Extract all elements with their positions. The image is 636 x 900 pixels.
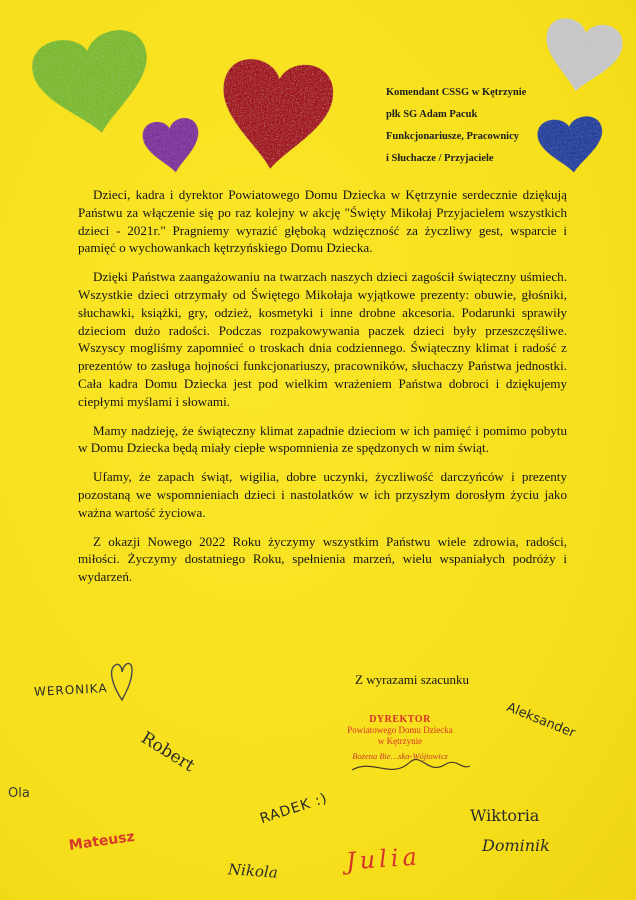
signature-mateusz: Mateusz <box>68 828 136 854</box>
purple-heart-icon <box>141 116 204 176</box>
paragraph: Dzieci, kadra i dyrektor Powiatowego Domu Dziecka w Kętrzynie serdecznie dziękują Państwu za włączenie się po raz kolejny w akcję "Święty Mikołaj Przyjacielem wszystkich dzieci - 2021r." Pragniemy wyrazić głęboką wdzięczność za życzliwy gest, wsparcie i pamięć o wychowankach kętrzyńskiego Domu Dziecka. <box>78 187 567 256</box>
addressee-block <box>386 82 616 170</box>
closing-text: Z wyrazami szacunku <box>355 672 470 687</box>
signature-wiktoria: Wiktoria <box>470 806 540 825</box>
signature-aleksander: Aleksander <box>504 700 578 742</box>
paragraph: Ufamy, że zapach świąt, wigilia, dobre uczynki, życzliwość darczyńców i prezenty pozostaną we wspomnieniach dzieci i nastolatków w ich przyszłym dorosłym życiu jako ważna wartość życiowa. <box>78 469 567 520</box>
signature-nikola: Nikola <box>227 860 279 882</box>
signature-radek: RADEK :) <box>258 790 330 828</box>
director-stamp <box>335 714 465 762</box>
addressee-line: Funkcjonariusze, Pracownicy <box>386 131 519 142</box>
hand-drawn-heart-icon <box>112 663 132 700</box>
signature-ola: Ola <box>8 786 30 801</box>
addressee-line: Komendant CSSG w Kętrzynie <box>386 87 527 98</box>
signature-weronika: WERONIKA <box>33 681 108 699</box>
stamp-line: Powiatowego Domu Dziecka <box>347 725 453 735</box>
stamp-name: Bożena Bie…ska-Wójtowicz <box>352 751 448 761</box>
signature-dominik: Dominik <box>482 836 550 855</box>
addressee-line: i Słuchacze / Przyjaciele <box>386 153 494 164</box>
red-heart-icon <box>216 56 336 174</box>
paragraph: Dzięki Państwa zaangażowaniu na twarzach naszych dzieci zagościł świąteczny uśmiech. Wszystkie dzieci otrzymały od Świętego Mikołaja wyjątkowe prezenty: obuwie, głośniki, słuchawki, książki, gry, odzież, kosmetyki i inne drobne akcesoria. Podarunki sprawiły dzieciom dużo radości. Podczas rozpakowywania paczek dzieci były przeszczęśliwe. Wszyscy mogliśmy zapomnieć o troskach dnia codziennego. Świąteczny klimat i radość z prezentów to zasługa hojności funkcjonariuszy, pracowników, słuchaczy Państwa jednostki. Cała kadra Domu Dziecka jest pod wielkim wrażeniem Państwa dobroci i dziękujemy ciepłymi myślami i słowami. <box>78 269 567 409</box>
signature-robert: Robert <box>137 728 198 777</box>
paragraph: Z okazji Nowego 2022 Roku życzymy wszystkim Państwu wiele zdrowia, radości, miłości. Życzymy dostatniego Roku, spełnienia marzeń, wielu wspaniałych podróży i wydarzeń. <box>78 533 567 585</box>
signature-julia: Julia <box>345 842 422 876</box>
stamp-title: DYREKTOR <box>369 714 431 725</box>
letter-body <box>78 186 567 597</box>
stamp-line: w Kętrzynie <box>377 736 423 746</box>
addressee-line: płk SG Adam Pacuk <box>386 109 478 120</box>
paragraph: Mamy nadzieję, że świąteczny klimat zapadnie dzieciom w ich pamięć i pomimo pobytu w Domu Dziecka będą miały ciepłe wspomnienia ze spędzonych w nim świąt. <box>78 422 567 456</box>
green-heart-icon <box>28 26 159 143</box>
